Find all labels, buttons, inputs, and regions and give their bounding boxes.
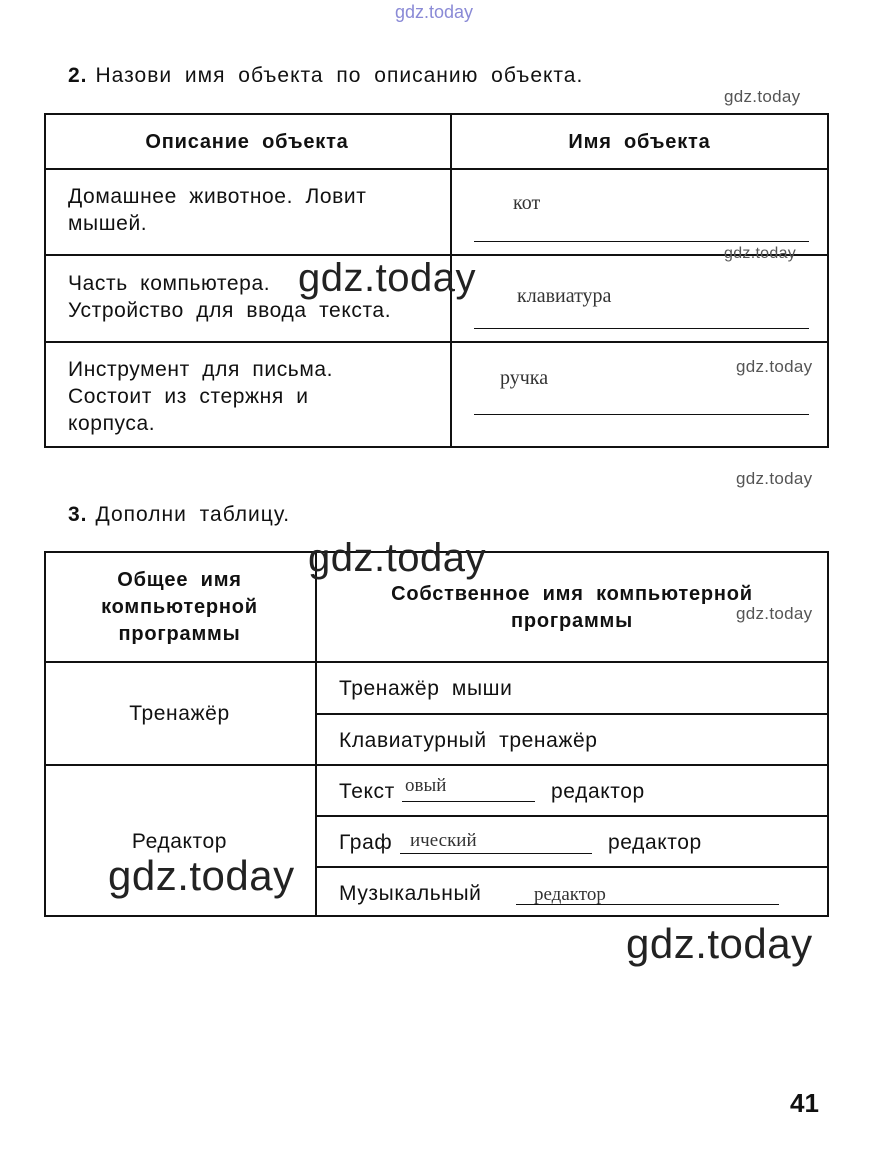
task3-group1-item: Клавиатурный тренажёр (339, 729, 598, 752)
task3-group2-common: Редактор (131, 830, 228, 853)
watermark: gdz.today (736, 469, 813, 488)
task3-row1-suffix: редактор (551, 780, 645, 803)
task3-title-text: Дополни таблицу. (95, 503, 291, 526)
desc-line: Состоит из стержня и (68, 385, 309, 408)
task3-row1-fill[interactable]: овый (405, 775, 447, 796)
watermark: gdz.today (108, 852, 295, 899)
desc-line: Устройство для ввода текста. (68, 299, 392, 322)
task3-title (68, 503, 290, 527)
task2-row3-desc (68, 356, 333, 437)
watermark: gdz.today (298, 256, 476, 300)
task3-row3-prefix: Музыкальный (339, 882, 482, 905)
task3-row2-fill[interactable]: ический (410, 830, 477, 851)
header-line: программы (510, 610, 634, 632)
task3-row2-suffix: редактор (608, 831, 702, 854)
header-line: программы (118, 623, 241, 645)
task2-row1-desc (68, 183, 366, 237)
answer-line (400, 853, 592, 854)
task3-header-common (44, 567, 315, 648)
watermark: gdz.today (724, 87, 801, 106)
desc-line: мышей. (68, 212, 148, 235)
watermark: gdz.today (736, 357, 813, 376)
task2-number: 2. (68, 64, 88, 87)
watermark: gdz.today (736, 604, 813, 623)
watermark: gdz.today (308, 536, 486, 580)
answer-line (474, 414, 809, 415)
header-line: Собственное имя компьютерной (391, 583, 753, 605)
answer-line (474, 328, 809, 329)
desc-line: корпуса. (68, 412, 156, 435)
task3-number: 3. (68, 503, 88, 526)
task2-row3-answer[interactable]: ручка (500, 367, 549, 389)
desc-line: Инструмент для письма. (68, 358, 334, 381)
page-number: 41 (790, 1088, 819, 1118)
header-line: компьютерной (101, 596, 258, 618)
watermark: gdz.today (626, 920, 813, 967)
task2-header-desc: Описание объекта (145, 131, 349, 153)
task3-row1-prefix: Текст (339, 780, 395, 803)
task3-group1-common: Тренажёр (129, 702, 230, 725)
header-line: Общее имя (117, 569, 242, 591)
task2-row2-answer[interactable]: клавиатура (517, 285, 612, 307)
answer-line (516, 904, 779, 905)
task2-header-name: Имя объекта (568, 131, 711, 153)
task3-row3-fill[interactable]: редактор (534, 884, 606, 905)
answer-line (474, 241, 809, 242)
desc-line: Часть компьютера. (68, 272, 271, 295)
task3-row2-prefix: Граф (339, 831, 393, 854)
task2-title (68, 64, 583, 88)
answer-line (402, 801, 535, 802)
watermark: gdz.today (724, 245, 797, 262)
desc-line: Домашнее животное. Ловит (68, 185, 367, 208)
watermark-top: gdz.today (395, 2, 474, 22)
task3-group1-item: Тренажёр мыши (339, 677, 513, 700)
task2-row1-answer[interactable]: кот (513, 192, 541, 214)
task2-title-text: Назови имя объекта по описанию объекта. (95, 64, 584, 87)
